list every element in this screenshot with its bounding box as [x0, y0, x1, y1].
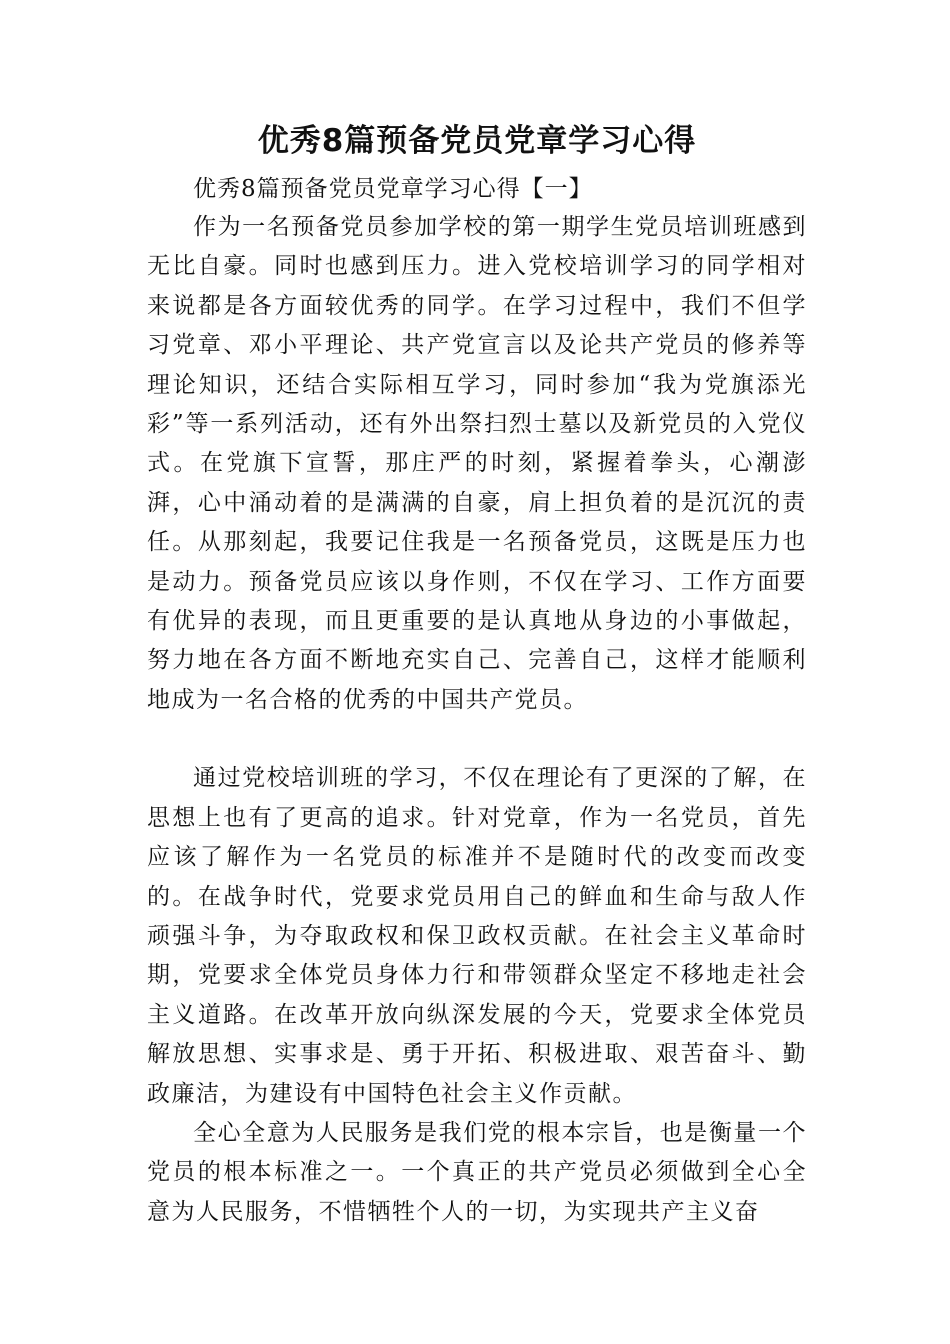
section-heading: 优秀8篇预备党员党章学习心得【一】 [193, 176, 593, 202]
paragraph-1: 作为一名预备党员参加学校的第一期学生党员培训班感到无比自豪。同时也感到压力。进入党校培训学习的同学相对来说都是各方面较优秀的同学。在学习过程中，我们不但学习党章、邓小平理论、共产党宣言以及论共产党员的修养等理论知识，还结合实际相互学习，同时参加“我为党旗添光彩”等一系列活动，还有外出祭扫烈士墓以及新党员的入党仪式。在党旗下宣誓，那庄严的时刻，紧握着拳头，心潮澎湃，心中涌动着的是满满的自豪，肩上担负着的是沉沉的责任。从那刻起，我要记住我是一名预备党员，这既是压力也是动力。预备党员应该以身作则，不仅在学习、工作方面要有优异的表现，而且更重要的是认真地从身边的小事做起，努力地在各方面不断地充实自己、完善自己，这样才能顺利地成为一名合格的优秀的中国共产党员。 [147, 214, 807, 713]
document-title: 优秀8篇预备党员党章学习心得 [257, 123, 697, 159]
document-body [147, 118, 807, 1232]
paragraph-3: 全心全意为人民服务是我们党的根本宗旨，也是衡量一个党员的根本标准之一。一个真正的共产党员必须做到全心全意为人民服务，不惜牺牲个人的一切，为实现共产主义奋 [147, 1119, 807, 1225]
paragraph-2: 通过党校培训班的学习，不仅在理论有了更深的了解，在思想上也有了更高的追求。针对党章，作为一名党员，首先应该了解作为一名党员的标准并不是随时代的改变而改变的。在战争时代，党要求党员用自己的鲜血和生命与敌人作顽强斗争，为夺取政权和保卫政权贡献。在社会主义革命时期，党要求全体党员身体力行和带领群众坚定不移地走社会主义道路。在改革开放向纵深发展的今天，党要求全体党员解放思想、实事求是、勇于开拓、积极进取、艰苦奋斗、勤政廉洁，为建设有中国特色社会主义作贡献。 [147, 765, 807, 1107]
